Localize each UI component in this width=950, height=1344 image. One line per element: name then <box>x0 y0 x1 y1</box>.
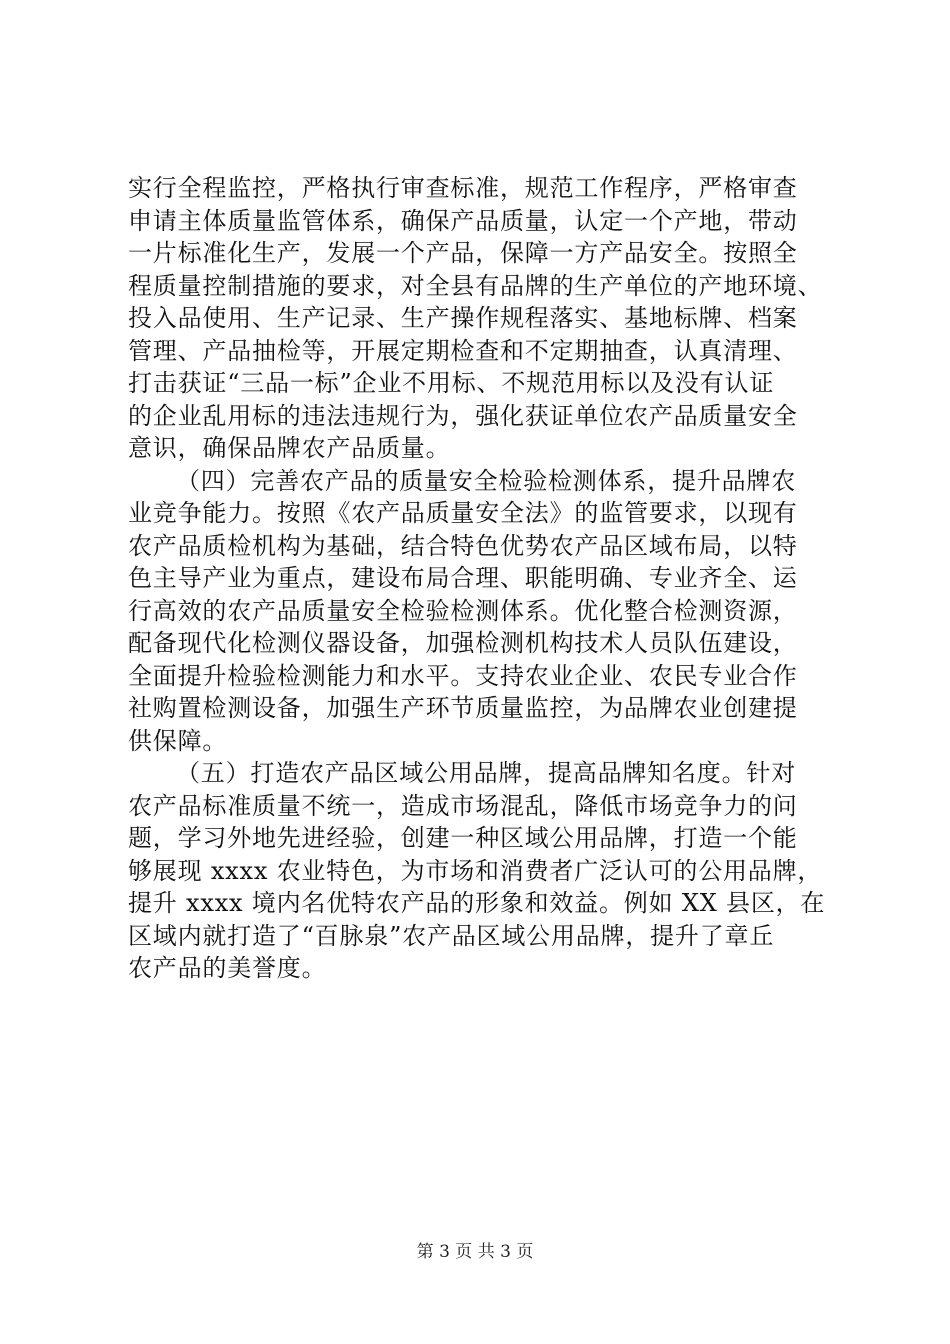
text-line: 提升 xxxx 境内名优特农产品的形象和效益。例如 XX 县区，在 <box>128 889 826 917</box>
text-line: 社购置检测设备，加强生产环节质量监控，为品牌农业创建提 <box>128 694 798 722</box>
text-line: 色主导产业为重点，建设布局合理、职能明确、专业齐全、运 <box>128 564 798 592</box>
text-line: 投入品使用、生产记录、生产操作规程落实、基地标牌、档案 <box>128 304 798 332</box>
text-line: 农产品质检机构为基础，结合特色优势农产品区域布局，以特 <box>128 531 798 560</box>
text-line: 供保障。 <box>128 726 228 755</box>
text-line: 打击获证“三品一标”企业不用标、不规范用标以及没有认证 <box>128 369 775 397</box>
text-line: 题，学习外地先进经验，创建一种区域公用品牌，打造一个能 <box>128 824 798 852</box>
text-line: 全面提升检验检测能力和水平。支持农业企业、农民专业合作 <box>128 661 798 690</box>
text-line: 够展现 xxxx 农业特色，为市场和消费者广泛认可的公用品牌， <box>128 856 823 885</box>
text-line: 农产品标准质量不统一，造成市场混乱，降低市场竞争力的问 <box>128 791 798 820</box>
page-number-footer: 第 3 页 共 3 页 <box>416 1242 534 1262</box>
text-line: 行高效的农产品质量安全检验检测体系。优化整合检测资源， <box>128 596 798 625</box>
text-line: 一片标准化生产，发展一个产品，保障一方产品安全。按照全 <box>128 239 798 267</box>
text-line: 申请主体质量监管体系，确保产品质量，认定一个产地，带动 <box>128 206 798 235</box>
text-line: 区域内就打造了“百脉泉”农产品区域公用品牌，提升了章丘 <box>128 921 775 950</box>
text-line: 程质量控制措施的要求，对全县有品牌的生产单位的产地环境、 <box>128 271 823 300</box>
text-line: 的企业乱用标的违法违规行为，强化获证单位农产品质量安全 <box>128 401 798 430</box>
text-line: 管理、产品抽检等，开展定期检查和不定期抽查，认真清理、 <box>128 336 798 365</box>
paragraph-start-line: （五）打造农产品区域公用品牌，提高品牌知名度。针对 <box>176 759 796 787</box>
text-line: 配备现代化检测仪器设备，加强检测机构技术人员队伍建设， <box>128 629 798 657</box>
paragraph-start-line: （四）完善农产品的质量安全检验检测体系，提升品牌农 <box>176 466 796 495</box>
text-line: 业竞争能力。按照《农产品质量安全法》的监管要求，以现有 <box>128 499 798 527</box>
text-line: 实行全程监控，严格执行审查标准，规范工作程序，严格审查 <box>128 174 798 202</box>
text-line: 意识，确保品牌农产品质量。 <box>128 434 451 462</box>
text-line: 农产品的美誉度。 <box>128 954 327 982</box>
document-body <box>128 172 832 985</box>
